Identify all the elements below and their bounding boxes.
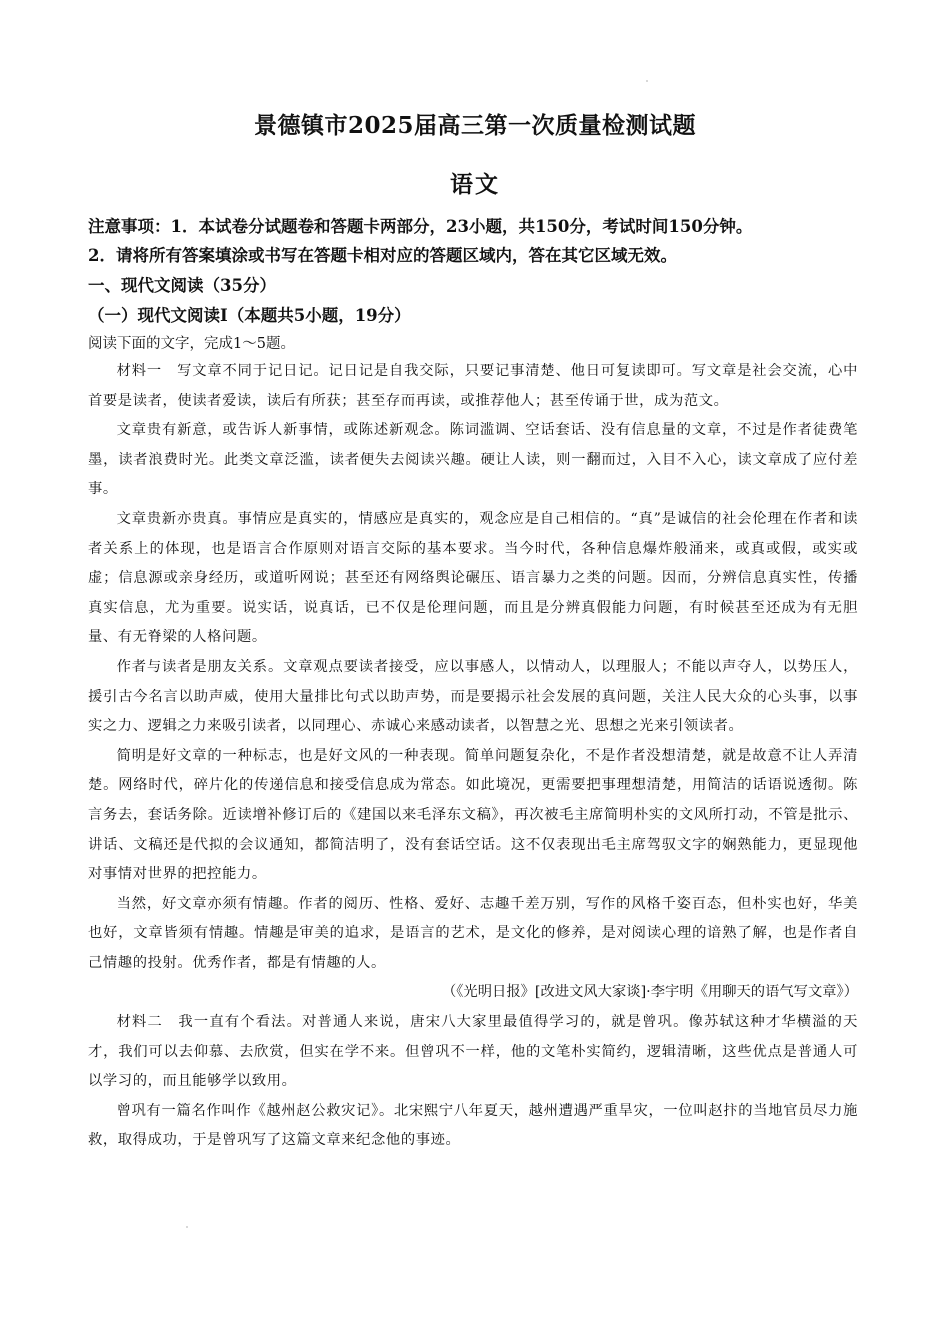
- material-source: （《光明日报》[改进文风大家谈]·李宇明《用聊天的语气写文章》）: [441, 984, 858, 1001]
- passage-paragraph: 材料二 我一直有个看法。对普通人来说，唐宋八大家里最值得学习的，就是曾巩。像苏轼这种才华横溢的天才，我们可以去仰慕、去欣赏，但实在学不来。但曾巩不一样，他的文笔朴实简约，逻辑清晰，这些优点是普通人可以学习的，而且能够学以致用。: [88, 1014, 858, 1090]
- passage-paragraph: 文章贵有新意，或告诉人新事情，或陈述新观念。陈词滥调、空话套话、没有信息量的文章，不过是作者徒费笔墨，读者浪费时光。此类文章泛滥，读者便失去阅读兴趣。硬让人读，则一翻而过，入目不入心，读文章成了应付差事。: [88, 422, 858, 498]
- scan-speck: [186, 1226, 188, 1228]
- passage-paragraph: 曾巩有一篇名作叫作《越州赵公救灾记》。北宋熙宁八年夏天，越州遭遇严重旱灾，一位叫赵抃的当地官员尽力施救，取得成功，于是曾巩写了这篇文章来纪念他的事迹。: [88, 1102, 858, 1149]
- section-subheading: （一）现代文阅读Ⅰ（本题共5小题，19分）: [88, 306, 411, 325]
- reading-passage: [88, 357, 858, 1156]
- scan-speck: [646, 80, 648, 82]
- reading-instruction: 阅读下面的文字，完成1～5题。: [88, 336, 295, 352]
- passage-paragraph: 作者与读者是朋友关系。文章观点要读者接受，应以事感人，以情动人，以理服人；不能以声夺人，以势压人，援引古今名言以助声威，使用大量排比句式以助声势，而是要揭示社会发展的真问题，关注人民大众的心头事，以事实之力、逻辑之力来吸引读者，以同理心、赤诚心来感动读者，以智慧之光、思想之光来引领读者。: [88, 658, 858, 735]
- notes-line-2: 2．请将所有答案填涂或书写在答题卡相对应的答题区域内，答在其它区域无效。: [88, 246, 677, 265]
- notes-line-1: 注意事项：1．本试卷分试题卷和答题卡两部分，23小题，共150分，考试时间150分钟。: [88, 217, 753, 236]
- passage-paragraph: 简明是好文章的一种标志，也是好文风的一种表现。简单问题复杂化，不是作者没想清楚，就是故意不让人弄清楚。网络时代，碎片化的传递信息和接受信息成为常态。如此境况，更需要把事理想清楚，用简洁的话语说透彻。陈言务去，套话务除。近读增补修订后的《建国以来毛泽东文稿》，再次被毛主席简明朴实的文风所打动，不管是批示、讲话、文稿还是代拟的会议通知，都简洁明了，没有套话空话。这不仅表现出毛主席驾驭文字的娴熟能力，更显现他对事情对世界的把控能力。: [88, 747, 858, 883]
- exam-title: 景德镇市2025届高三第一次质量检测试题: [253, 112, 696, 139]
- subject-title: 语文: [450, 171, 500, 198]
- passage-paragraph: 文章贵新亦贵真。事情应是真实的，情感应是真实的，观念应是自己相信的。“真”是诚信的社会伦理在作者和读者关系上的体现，也是语言合作原则对语言交际的基本要求。当今时代，各种信息爆炸般涌来，或真或假，或实或虚；信息源或亲身经历，或道听网说；甚至还有网络舆论碾压、语言暴力之类的问题。因而，分辨信息真实性，传播真实信息，尤为重要。说实话，说真话，已不仅是伦理问题，而且是分辨真假能力问题，有时候甚至还成为有无胆量、有无脊梁的人格问题。: [88, 510, 858, 646]
- passage-paragraph: 材料一 写文章不同于记日记。记日记是自我交际，只要记事清楚、他日可复读即可。写文章是社会交流，心中首要是读者，使读者爱读，读后有所获；甚至存而再读，或推荐他人；甚至传诵于世，成为范文。: [88, 363, 858, 409]
- section-heading: 一、现代文阅读（35分）: [88, 276, 276, 295]
- passage-paragraph: 当然，好文章亦须有情趣。作者的阅历、性格、爱好、志趣千差万别，写作的风格千姿百态，但朴实也好，华美也好，文章皆须有情趣。情趣是审美的追求，是语言的艺术，是文化的修养，是对阅读心理的谙熟了解，也是作者自己情趣的投射。优秀作者，都是有情趣的人。: [88, 895, 858, 971]
